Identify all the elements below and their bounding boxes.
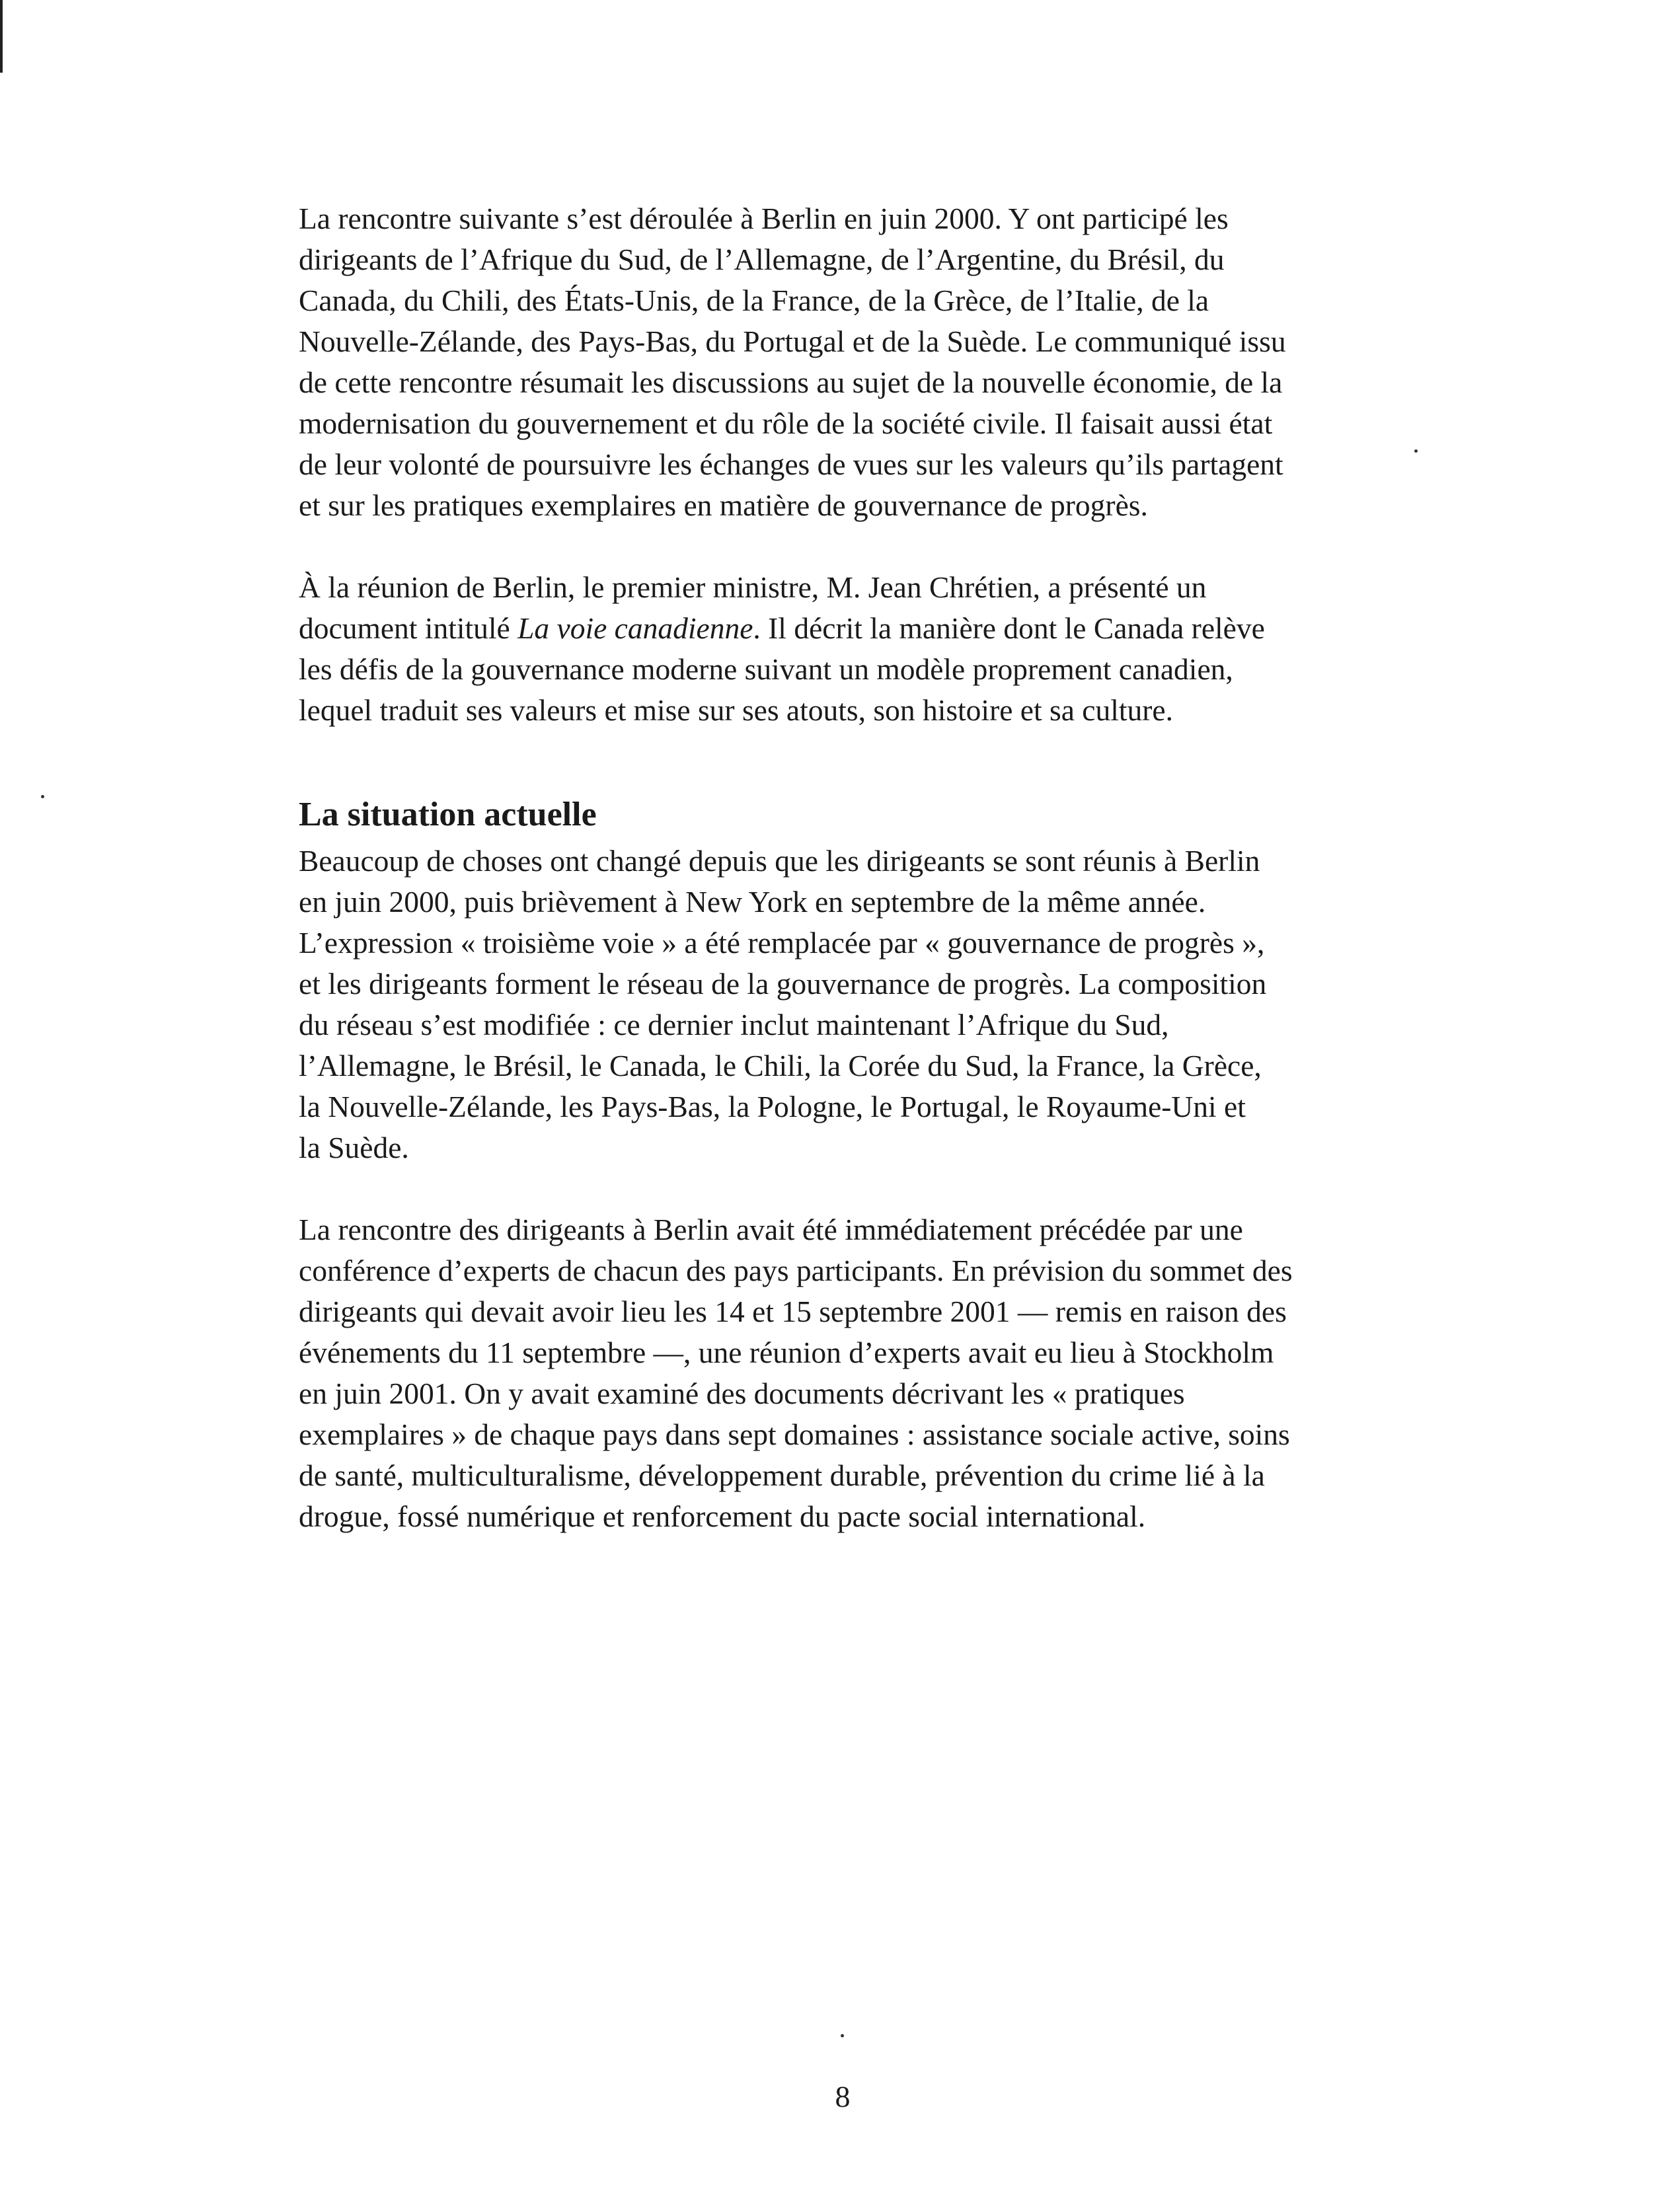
text-line: Nouvelle-Zélande, des Pays-Bas, du Portugal et de la Suède. Le communiqué issu	[299, 324, 1286, 358]
text-line: drogue, fossé numérique et renforcement du pacte social international.	[299, 1499, 1146, 1533]
scan-speck	[41, 795, 44, 798]
text-line: exemplaires » de chaque pays dans sept domaines : assistance sociale active, soins	[299, 1417, 1290, 1451]
text-line: les défis de la gouvernance moderne suivant un modèle proprement canadien,	[299, 652, 1233, 686]
document-title-italic: La voie canadienne	[517, 611, 753, 645]
text-line: La rencontre des dirigeants à Berlin avait été immédiatement précédée par une	[299, 1213, 1243, 1246]
text-line: la Suède.	[299, 1131, 409, 1164]
text-line	[299, 608, 1422, 649]
text-line: la Nouvelle-Zélande, les Pays-Bas, la Pologne, le Portugal, le Royaume-Uni et	[299, 1090, 1246, 1123]
paragraph-experts-conference	[299, 1209, 1422, 1537]
paragraph-canadian-way	[299, 567, 1422, 731]
paragraph-gap	[299, 1168, 1422, 1209]
text-line: l’Allemagne, le Brésil, le Canada, le Chili, la Corée du Sud, la France, la Grèce,	[299, 1049, 1262, 1082]
text-line: lequel traduit ses valeurs et mise sur ses atouts, son histoire et sa culture.	[299, 693, 1173, 727]
text-line: Beaucoup de choses ont changé depuis que les dirigeants se sont réunis à Berlin	[299, 844, 1260, 878]
text-line: du réseau s’est modifiée : ce dernier inclut maintenant l’Afrique du Sud,	[299, 1008, 1169, 1041]
text-line: L’expression « troisième voie » a été remplacée par « gouvernance de progrès »,	[299, 926, 1265, 960]
paragraph-gap	[299, 526, 1422, 567]
paragraph-current-situation	[299, 841, 1422, 1168]
paragraph-berlin-meeting	[299, 198, 1422, 526]
section-heading: La situation actuelle	[299, 796, 597, 833]
text-line: modernisation du gouvernement et du rôle de la société civile. Il faisait aussi état	[299, 406, 1273, 440]
text-line: dirigeants de l’Afrique du Sud, de l’Allemagne, de l’Argentine, du Brésil, du	[299, 243, 1225, 276]
text-line: et sur les pratiques exemplaires en matière de gouvernance de progrès.	[299, 488, 1148, 522]
text-line: et les dirigeants forment le réseau de la gouvernance de progrès. La composition	[299, 967, 1267, 1001]
text-line: en juin 2001. On y avait examiné des documents décrivant les « pratiques	[299, 1377, 1185, 1410]
text-line: dirigeants qui devait avoir lieu les 14 et 15 septembre 2001 — remis en raison des	[299, 1295, 1287, 1328]
document-body	[299, 198, 1422, 1537]
text-line: Canada, du Chili, des États-Unis, de la France, de la Grèce, de l’Italie, de la	[299, 283, 1209, 317]
text-line: conférence d’experts de chacun des pays participants. En prévision du sommet des	[299, 1254, 1293, 1287]
text-line: événements du 11 septembre —, une réunion d’experts avait eu lieu à Stockholm	[299, 1336, 1274, 1369]
text-line: de santé, multiculturalisme, développement durable, prévention du crime lié à la	[299, 1458, 1265, 1492]
text-line: en juin 2000, puis brièvement à New York en septembre de la même année.	[299, 885, 1206, 919]
text-line: de cette rencontre résumait les discussions au sujet de la nouvelle économie, de la	[299, 365, 1283, 399]
text-run: document intitulé	[299, 611, 518, 645]
scan-speck	[841, 2034, 844, 2037]
page-number: 8	[835, 2080, 851, 2113]
text-run: . Il décrit la manière dont le Canada relève	[753, 611, 1265, 645]
text-line: de leur volonté de poursuivre les échanges de vues sur les valeurs qu’ils partagent	[299, 447, 1283, 481]
text-line: La rencontre suivante s’est déroulée à Berlin en juin 2000. Y ont participé les	[299, 202, 1229, 235]
section-gap	[299, 731, 1422, 792]
text-line: À la réunion de Berlin, le premier ministre, M. Jean Chrétien, a présenté un	[299, 570, 1207, 604]
scan-edge-mark	[0, 0, 3, 73]
